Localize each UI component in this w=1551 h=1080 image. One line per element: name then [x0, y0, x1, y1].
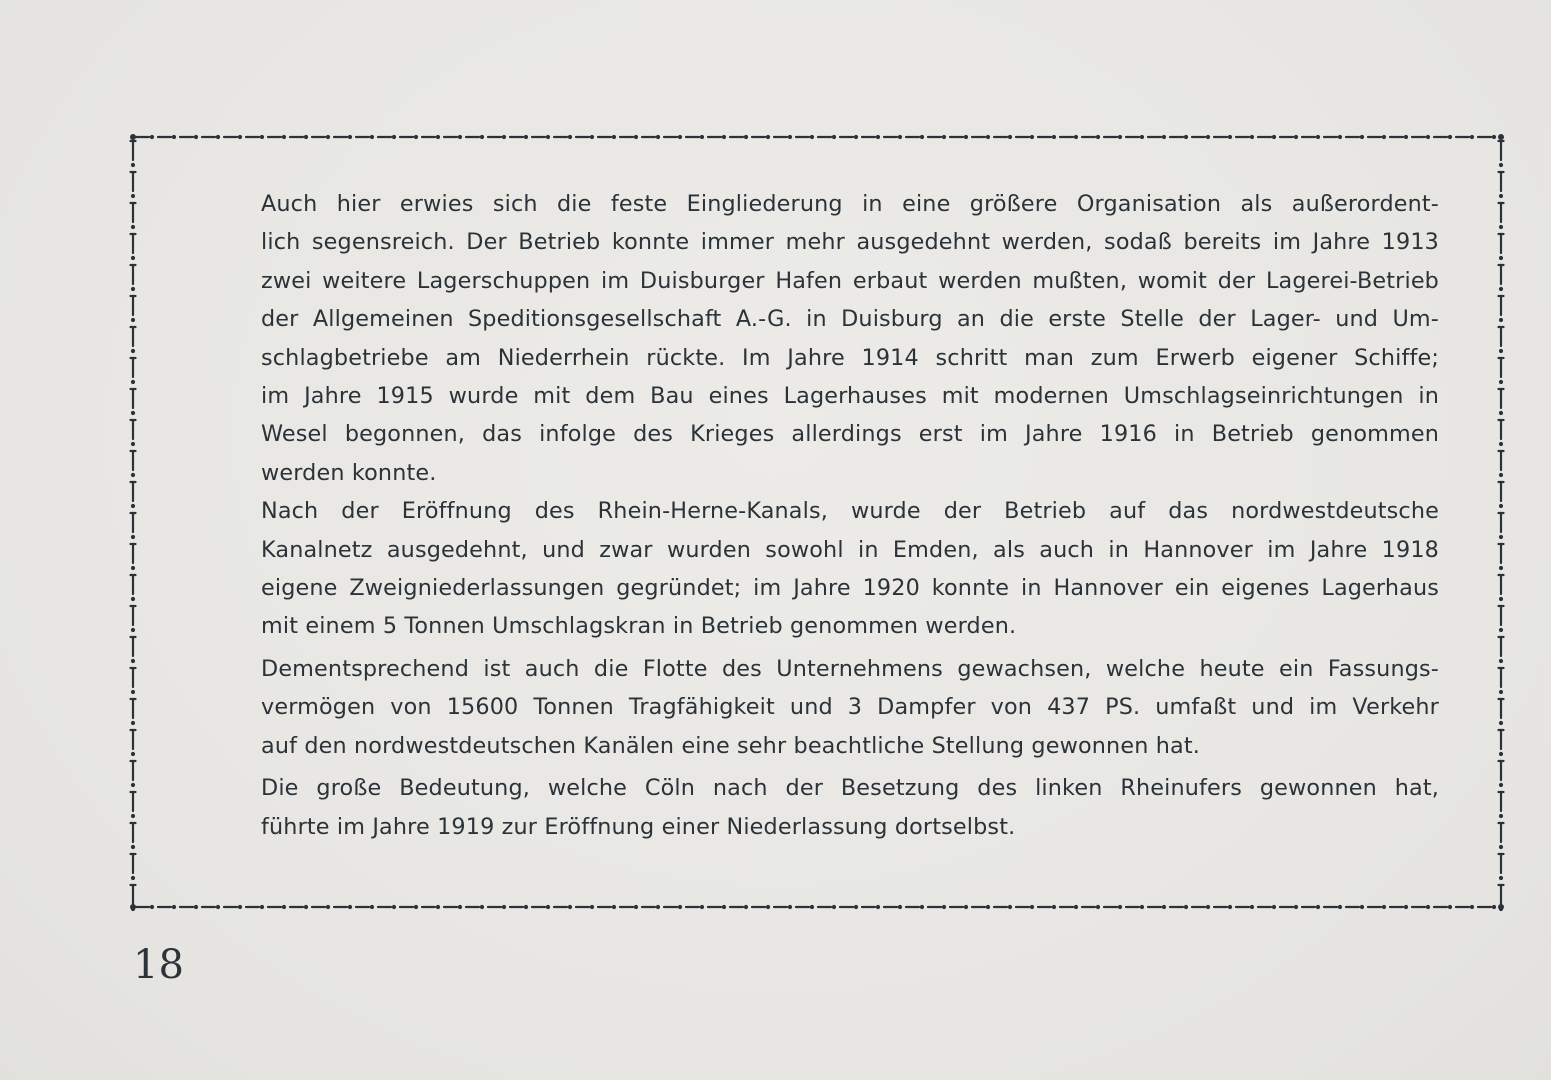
text-line: Wesel begonnen, das infolge des Krieges allerdings erst im Jahre 1916 in Betrieb genommen	[261, 421, 1439, 448]
page-number: 18	[133, 942, 184, 988]
text-line: vermögen von 15600 Tonnen Tragfähigkeit und 3 Dampfer von 437 PS. umfaßt und im Verkehr	[261, 694, 1439, 721]
text-line: lich segensreich. Der Betrieb konnte immer mehr ausgedehnt werden, sodaß bereits im Jahre 1913	[261, 229, 1439, 256]
body-text	[195, 185, 1439, 846]
text-line: zwei weitere Lagerschuppen im Duisburger Hafen erbaut werden mußten, womit der Lagerei-Betrieb	[261, 267, 1439, 294]
text-line: führte im Jahre 1919 zur Eröffnung einer Niederlassung dortselbst.	[261, 813, 1016, 840]
text-line: der Allgemeinen Speditionsgesellschaft A.-G. in Duisburg an die erste Stelle der Lager- und Um-	[261, 306, 1439, 333]
paragraph	[195, 769, 1439, 846]
paragraph	[195, 185, 1439, 492]
paragraph	[195, 492, 1439, 646]
text-line: werden konnte.	[261, 459, 437, 486]
text-line: auf den nordwestdeutschen Kanälen eine sehr beachtliche Stellung gewonnen hat.	[261, 732, 1200, 759]
text-line: Dementsprechend ist auch die Flotte des Unternehmens gewachsen, welche heute ein Fassungs-	[261, 655, 1439, 682]
text-line: mit einem 5 Tonnen Umschlagskran in Betrieb genommen werden.	[261, 613, 1017, 640]
text-line: Kanalnetz ausgedehnt, und zwar wurden sowohl in Emden, als auch in Hannover im Jahre 1918	[261, 536, 1439, 563]
text-line: eigene Zweigniederlassungen gegründet; im Jahre 1920 konnte in Hannover ein eigenes Lagerhaus	[261, 575, 1439, 602]
text-line: im Jahre 1915 wurde mit dem Bau eines Lagerhauses mit modernen Umschlagseinrichtungen in	[261, 383, 1439, 410]
paragraph	[195, 650, 1439, 765]
text-line: Nach der Eröffnung des Rhein-Herne-Kanals, wurde der Betrieb auf das nordwestdeutsche	[261, 498, 1439, 525]
text-line: schlagbetriebe am Niederrhein rückte. Im Jahre 1914 schritt man zum Erwerb eigener Schiffe;	[261, 344, 1439, 371]
text-line: Auch hier erwies sich die feste Eingliederung in eine größere Organisation als außerordent-	[261, 191, 1439, 217]
text-line: Die große Bedeutung, welche Cöln nach der Besetzung des linken Rheinufers gewonnen hat,	[261, 775, 1439, 802]
